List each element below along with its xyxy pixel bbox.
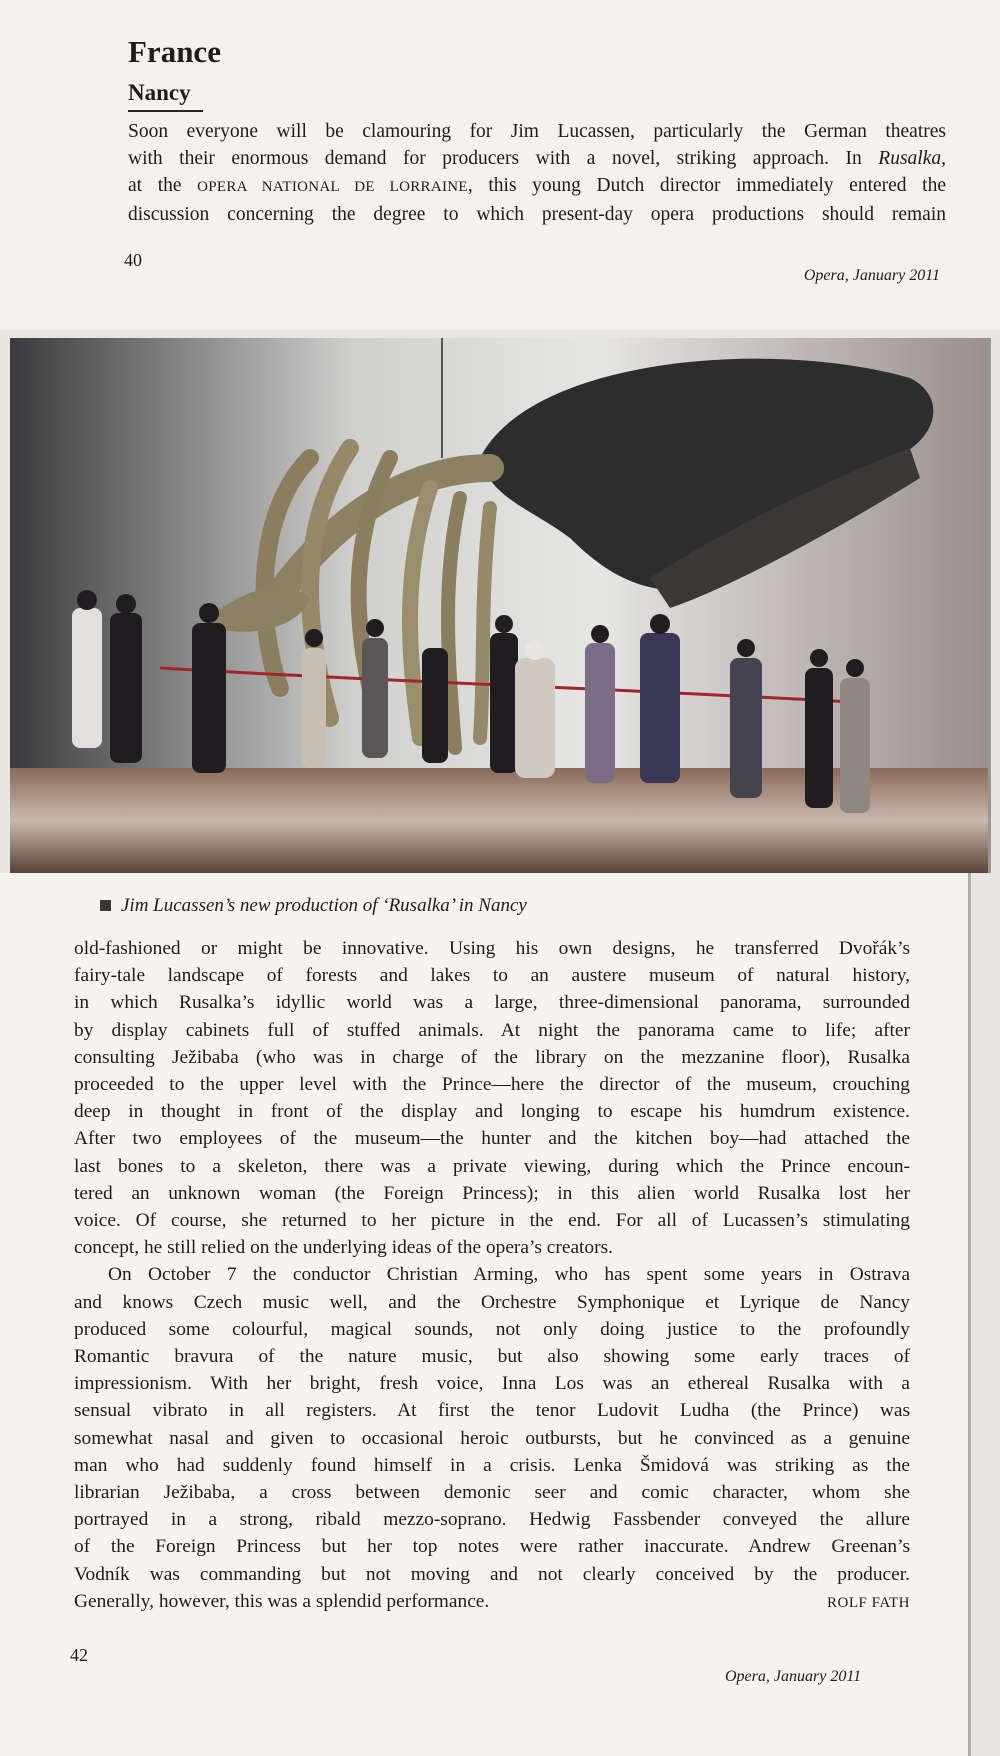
page-number-top: 40 — [124, 250, 142, 270]
article-line: After two employees of the museum—the hunter and the kitchen boy—had attached the — [74, 1128, 910, 1150]
article-line: in which Rusalka’s idyllic world was a large, three-dimensional panorama, surrounded — [74, 992, 910, 1014]
article-body — [74, 935, 910, 1617]
top-line-3: at the OPERA NATIONAL DE LORRAINE, this young Dutch director immediately entered the — [128, 175, 946, 196]
subsection-underline — [128, 110, 203, 112]
opera-title-italic: Rusalka, — [878, 148, 946, 169]
article-line: portrayed in a strong, ribald mezzo-soprano. Hedwig Fassbender conveyed the allure — [74, 1509, 910, 1531]
top-line-1: Soon everyone will be clamouring for Jim Lucassen, particularly the German theatres — [128, 121, 946, 142]
article-line: Romantic bravura of the nature music, but also showing some early traces of — [74, 1346, 910, 1368]
venue-name: OPERA NATIONAL DE LORRAINE — [197, 179, 468, 195]
author-byline: ROLF FATH — [827, 1594, 910, 1611]
article-line: deep in thought in front of the display and longing to escape his humdrum existence. — [74, 1101, 910, 1123]
article-line: last bones to a skeleton, there was a private viewing, during which the Prince encoun- — [74, 1155, 910, 1177]
article-line: of the Foreign Princess but her top notes were rather inaccurate. Andrew Greenan’s — [74, 1536, 910, 1558]
top-line-4: discussion concerning the degree to which present-day opera productions should remain — [128, 204, 946, 225]
section-title: France — [128, 34, 221, 69]
top-line-2: with their enormous demand for producers with a novel, striking approach. In Rusalka, — [128, 148, 946, 169]
article-line: concept, he still relied on the underlying ideas of the opera’s creators. — [74, 1237, 613, 1259]
article-line: somewhat nasal and given to occasional heroic outbursts, but he convinced as a genuine — [74, 1427, 910, 1449]
article-line: by display cabinets full of stuffed animals. At night the panorama came to life; after — [74, 1019, 910, 1041]
article-line: and knows Czech music well, and the Orchestre Symphonique et Lyrique de Nancy — [74, 1291, 910, 1313]
top-paragraph — [128, 118, 946, 228]
article-line: tered an unknown woman (the Foreign Princess); in this alien world Rusalka lost her — [74, 1182, 910, 1204]
article-line: produced some colourful, magical sounds, not only doing justice to the profoundly — [74, 1318, 910, 1340]
page-number-bottom: 42 — [70, 1645, 88, 1665]
article-line: sensual vibrato in all registers. At first the tenor Ludovit Ludha (the Prince) was — [74, 1400, 910, 1422]
article-line: proceeded to the upper level with the Prince—here the director of the museum, crouching — [74, 1074, 910, 1096]
journal-footer-bottom: Opera, January 2011 — [725, 1668, 862, 1685]
subsection-title: Nancy — [128, 80, 191, 105]
journal-footer-top: Opera, January 2011 — [803, 267, 940, 284]
article-line: consulting Ježibaba (who was in charge of the library on the mezzanine floor), Rusalka — [74, 1046, 910, 1068]
caption-bullet-icon — [100, 900, 111, 911]
article-line: On October 7 the conductor Christian Arming, who has spent some years in Ostrava — [108, 1264, 910, 1286]
production-photo — [10, 338, 991, 873]
article-line: man who had suddenly found himself in a crisis. Lenka Šmidová was striking as the — [74, 1454, 910, 1476]
article-line: Generally, however, this was a splendid performance. — [74, 1590, 490, 1612]
article-line: librarian Ježibaba, a cross between demonic seer and comic character, whom she — [74, 1482, 910, 1504]
article-line: impressionism. With her bright, fresh voice, Inna Los was an ethereal Rusalka with a — [74, 1373, 910, 1395]
article-line: voice. Of course, she returned to her picture in the end. For all of Lucassen’s stimulating — [74, 1210, 910, 1232]
final-line-row — [74, 1588, 910, 1617]
article-line: fairy-tale landscape of forests and lakes to an austere museum of natural history, — [74, 965, 910, 987]
photo-caption: Jim Lucassen’s new production of ‘Rusalka’ in Nancy — [100, 895, 527, 917]
stage-scene-illustration — [10, 338, 988, 873]
article-line: Vodník was commanding but not moving and not clearly conceived by the producer. — [74, 1563, 910, 1585]
article-line: old-fashioned or might be innovative. Using his own designs, he transferred Dvořák’s — [74, 938, 910, 959]
